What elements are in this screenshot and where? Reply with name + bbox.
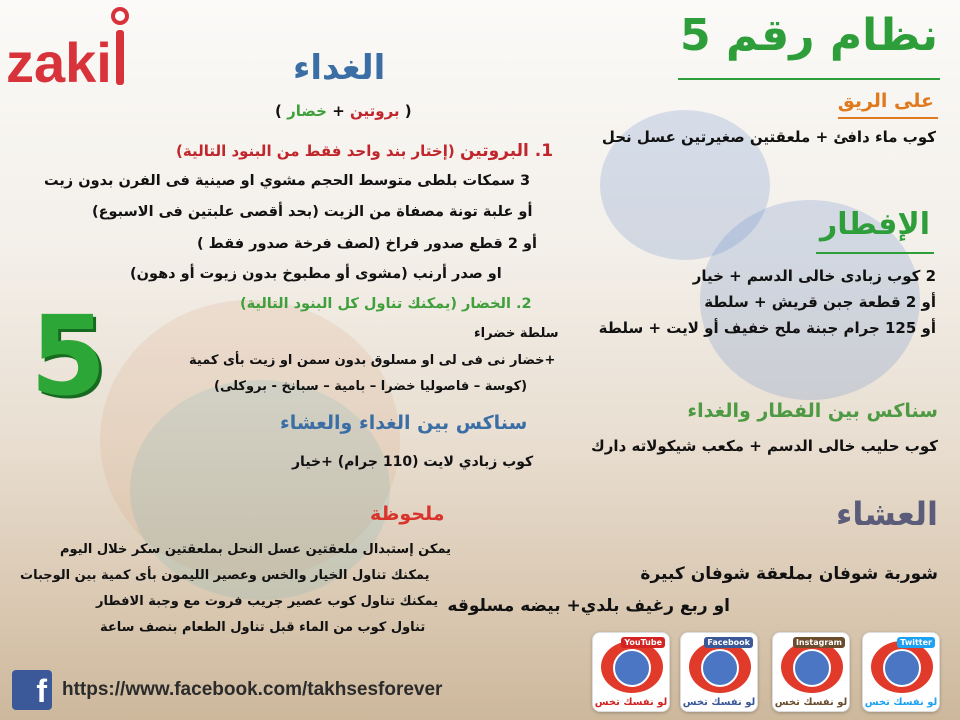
lunch-subtitle-protein: بروتين: [350, 102, 400, 120]
snack2-text: كوب زبادي لايت (110 جرام) +خيار: [292, 454, 534, 470]
dinner-line: او ربع رغيف بلدي+ بيضه مسلوقه: [447, 596, 730, 616]
breakfast-line: أو 2 قطعة جبن قريش + سلطة: [704, 293, 936, 311]
lunch-subtitle-veg: خضار: [287, 102, 327, 120]
twitter-icon: Twitter: [897, 637, 935, 648]
veg-line: +خضار نى فى لى او مسلوق بدون سمن او زيت بأى كمية: [189, 353, 556, 368]
facebook-url[interactable]: https://www.facebook.com/takhsesforever: [62, 679, 443, 700]
protein-heading-line: [176, 141, 553, 161]
mascot-icon: [793, 649, 831, 687]
facebook-link[interactable]: [12, 668, 442, 712]
social-badge-twitter[interactable]: [862, 632, 940, 712]
mascot-icon: [613, 649, 651, 687]
protein-line: او صدر أرنب (مشوى أو مطبوخ بدون زيوت أو دهون): [130, 266, 502, 282]
empty-stomach-text: كوب ماء دافئ + ملعقتين صغيرتين عسل نحل: [601, 128, 936, 146]
snack2-heading: سناكس بين الغداء والعشاء: [280, 412, 528, 434]
social-badge-facebook[interactable]: [680, 632, 758, 712]
empty-stomach-underline: [838, 117, 938, 119]
note-line: يمكن إستبدال ملعقتين عسل النحل بملعقتين سكر خلال اليوم: [60, 542, 452, 557]
veg-line: (كوسة – فاصوليا خضرا – بامية – سبانخ - بروكلى): [214, 379, 528, 394]
plan-number: 5: [30, 292, 107, 420]
veg-heading: 2. الخضار (يمكنك تناول كل البنود التالية): [240, 296, 532, 312]
breakfast-underline: [816, 252, 934, 254]
note-line: يمكنك تناول الخيار والخس وعصير الليمون بأى كمية بين الوجبات: [20, 568, 430, 583]
social-badge-youtube[interactable]: [592, 632, 670, 712]
dinner-heading: العشاء: [836, 495, 938, 533]
veg-line: سلطة خضراء: [474, 326, 559, 341]
protein-note: (إختار بند واحد فقط من البنود التالية): [176, 142, 455, 160]
badge-caption: لو نفسك تخس: [864, 697, 938, 708]
lunch-subtitle: [275, 102, 412, 120]
title-underline: [678, 78, 940, 80]
page-title: نظام رقم 5: [679, 10, 938, 61]
badge-caption: لو نفسك تخس: [594, 697, 668, 708]
badge-caption: لو نفسك تخس: [682, 697, 756, 708]
dinner-line: شوربة شوفان بملعقة شوفان كبيرة: [640, 564, 938, 584]
note-line: تناول كوب من الماء قبل تناول الطعام بنصف ساعة: [100, 620, 426, 635]
youtube-icon: YouTube: [621, 637, 665, 648]
breakfast-heading: الإفطار: [819, 207, 930, 242]
protein-line: أو 2 قطع صدور فراخ (لصف فرخة صدور فقط ): [197, 236, 537, 252]
notes-heading: ملحوظة: [370, 503, 445, 525]
mascot-icon: [883, 649, 921, 687]
snack1-heading: سناكس بين الفطار والغداء: [687, 400, 938, 422]
protein-line: 3 سمكات بلطى متوسط الحجم مشوي او صينية فى الفرن بدون زيت: [44, 173, 531, 189]
mascot-icon: [701, 649, 739, 687]
empty-stomach-heading: على الريق: [837, 90, 934, 112]
breakfast-line: أو 125 جرام جبنة ملح خفيف أو لايت + سلطة: [598, 319, 936, 337]
protein-heading: 1. البروتين: [459, 141, 554, 161]
note-line: يمكنك تناول كوب عصير جريب فروت مع وجبة الافطار: [96, 594, 439, 609]
logo-text: zaki: [6, 31, 112, 94]
snack1-text: كوب حليب خالى الدسم + مكعب شيكولاته دارك: [591, 437, 938, 455]
lunch-subtitle-close: ): [275, 102, 282, 120]
protein-line: أو علبة تونة مصفاة من الزيت (بحد أقصى علبتين فى الاسبوع): [92, 204, 533, 220]
badge-caption: لو نفسك تخس: [774, 697, 848, 708]
social-badge-instagram[interactable]: [772, 632, 850, 712]
facebook-icon: Facebook: [704, 637, 753, 648]
instagram-icon: Instagram: [793, 637, 845, 648]
brand-logo: [6, 4, 136, 94]
facebook-icon: f: [12, 670, 52, 710]
breakfast-line: 2 كوب زبادى خالى الدسم + خيار: [692, 267, 936, 285]
lunch-heading: الغداء: [293, 48, 386, 88]
lunch-subtitle-plus: +: [332, 102, 345, 120]
lunch-subtitle-open: (: [404, 102, 412, 120]
